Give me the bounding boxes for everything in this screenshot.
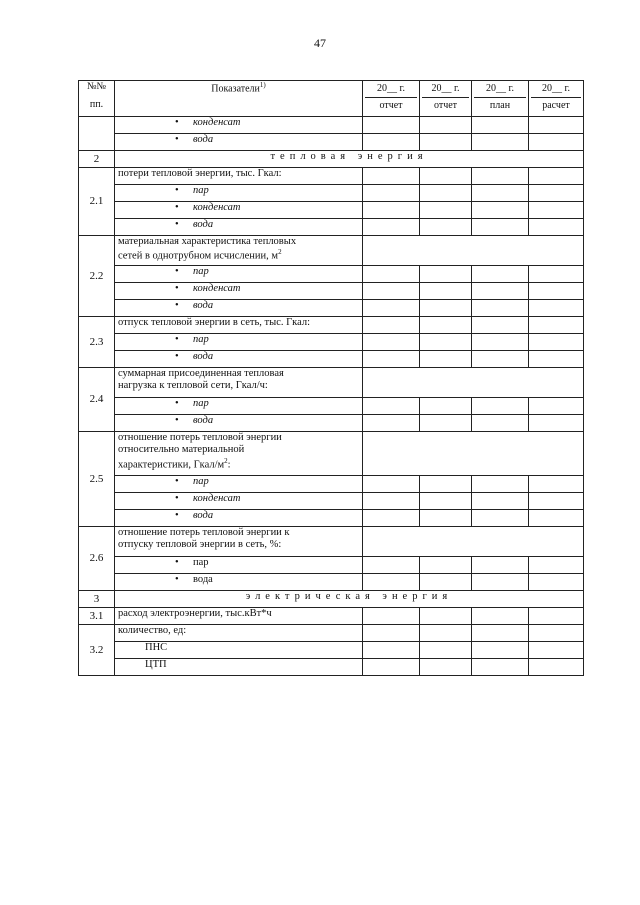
header-year-4: 20__ г. расчет <box>529 81 584 117</box>
table-row: 2.2 материальная характеристика тепловых сетей в однотрубном исчислении, $м^2$ <box>79 236 584 266</box>
page-number: 47 <box>314 36 326 50</box>
header-year-3: 20__ г. план <box>472 81 529 117</box>
table-row: 2.6 отношение потерь тепловой энергии к отпуску тепловой энергии в сеть, %: <box>79 527 584 557</box>
table-row <box>79 134 584 151</box>
table-row: 2.4 суммарная присоединенная тепловая нагрузка к тепловой сети, Гкал/ч: <box>79 368 584 398</box>
table-row <box>79 117 584 134</box>
number-cell <box>79 117 115 151</box>
header-year-1: 20__ г. отчет <box>363 81 420 117</box>
table-row: 2.3 отпуск тепловой энергии в сеть, тыс. Гкал: <box>79 317 584 334</box>
header-row <box>79 81 584 117</box>
header-number: №№ пп. <box>79 81 115 117</box>
section-row: 3 электрическая энергия <box>79 591 584 608</box>
section-row: 2 тепловая энергия <box>79 151 584 168</box>
section-title: электрическая энергия <box>115 591 584 608</box>
table-row: 2.5 отношение потерь тепловой энергии относительно материальной характеристики, Гкал/$м^2$: <box>79 432 584 476</box>
header-indicators: Показатели$^{1)}$ <box>115 81 363 117</box>
table-row: 3.1 расход электроэнергии, тыс.кВт*ч <box>79 608 584 625</box>
indicators-table: №№ пп. Показатели$^{1)}$ 20__ г. отчет 20__ г. отчет 20__ г. план 20__ г. расчет • конденсат • вода 2 тепловая энергия 2.1 потери тепловой энергии, тыс. Гкал: • пар • конденсат • вода 2.2 материальная характеристика тепловых сетей в однотрубном исчислении, $м^2$ • пар • конденсат • вода 2.3 отпуск тепловой энергии в сеть, тыс. Гкал: • пар • вода 2.4 суммарная присоединенная тепловая нагрузка к тепловой сети, Гкал/ч: • пар • вода 2.5 отношение потерь тепловой энергии относительно материальной характеристики, Гкал/$м^2$: • пар • конденсат • вода 2.6 отношение потерь тепловой энергии к отпуску тепловой энергии в сеть, %: • пар • вода 3 электрическая энергия 3.1 расход электроэнергии, тыс.кВт*ч 3.2 количество, ед: ПНС ЦТП <box>78 80 584 676</box>
header-year-2: 20__ г. отчет <box>420 81 472 117</box>
list-item-water: • вода <box>115 134 363 151</box>
section-title: тепловая энергия <box>115 151 584 168</box>
table-row: 3.2 количество, ед: <box>79 625 584 642</box>
list-item-condensate: • конденсат <box>115 117 363 134</box>
table-row: 2.1 потери тепловой энергии, тыс. Гкал: <box>79 168 584 185</box>
